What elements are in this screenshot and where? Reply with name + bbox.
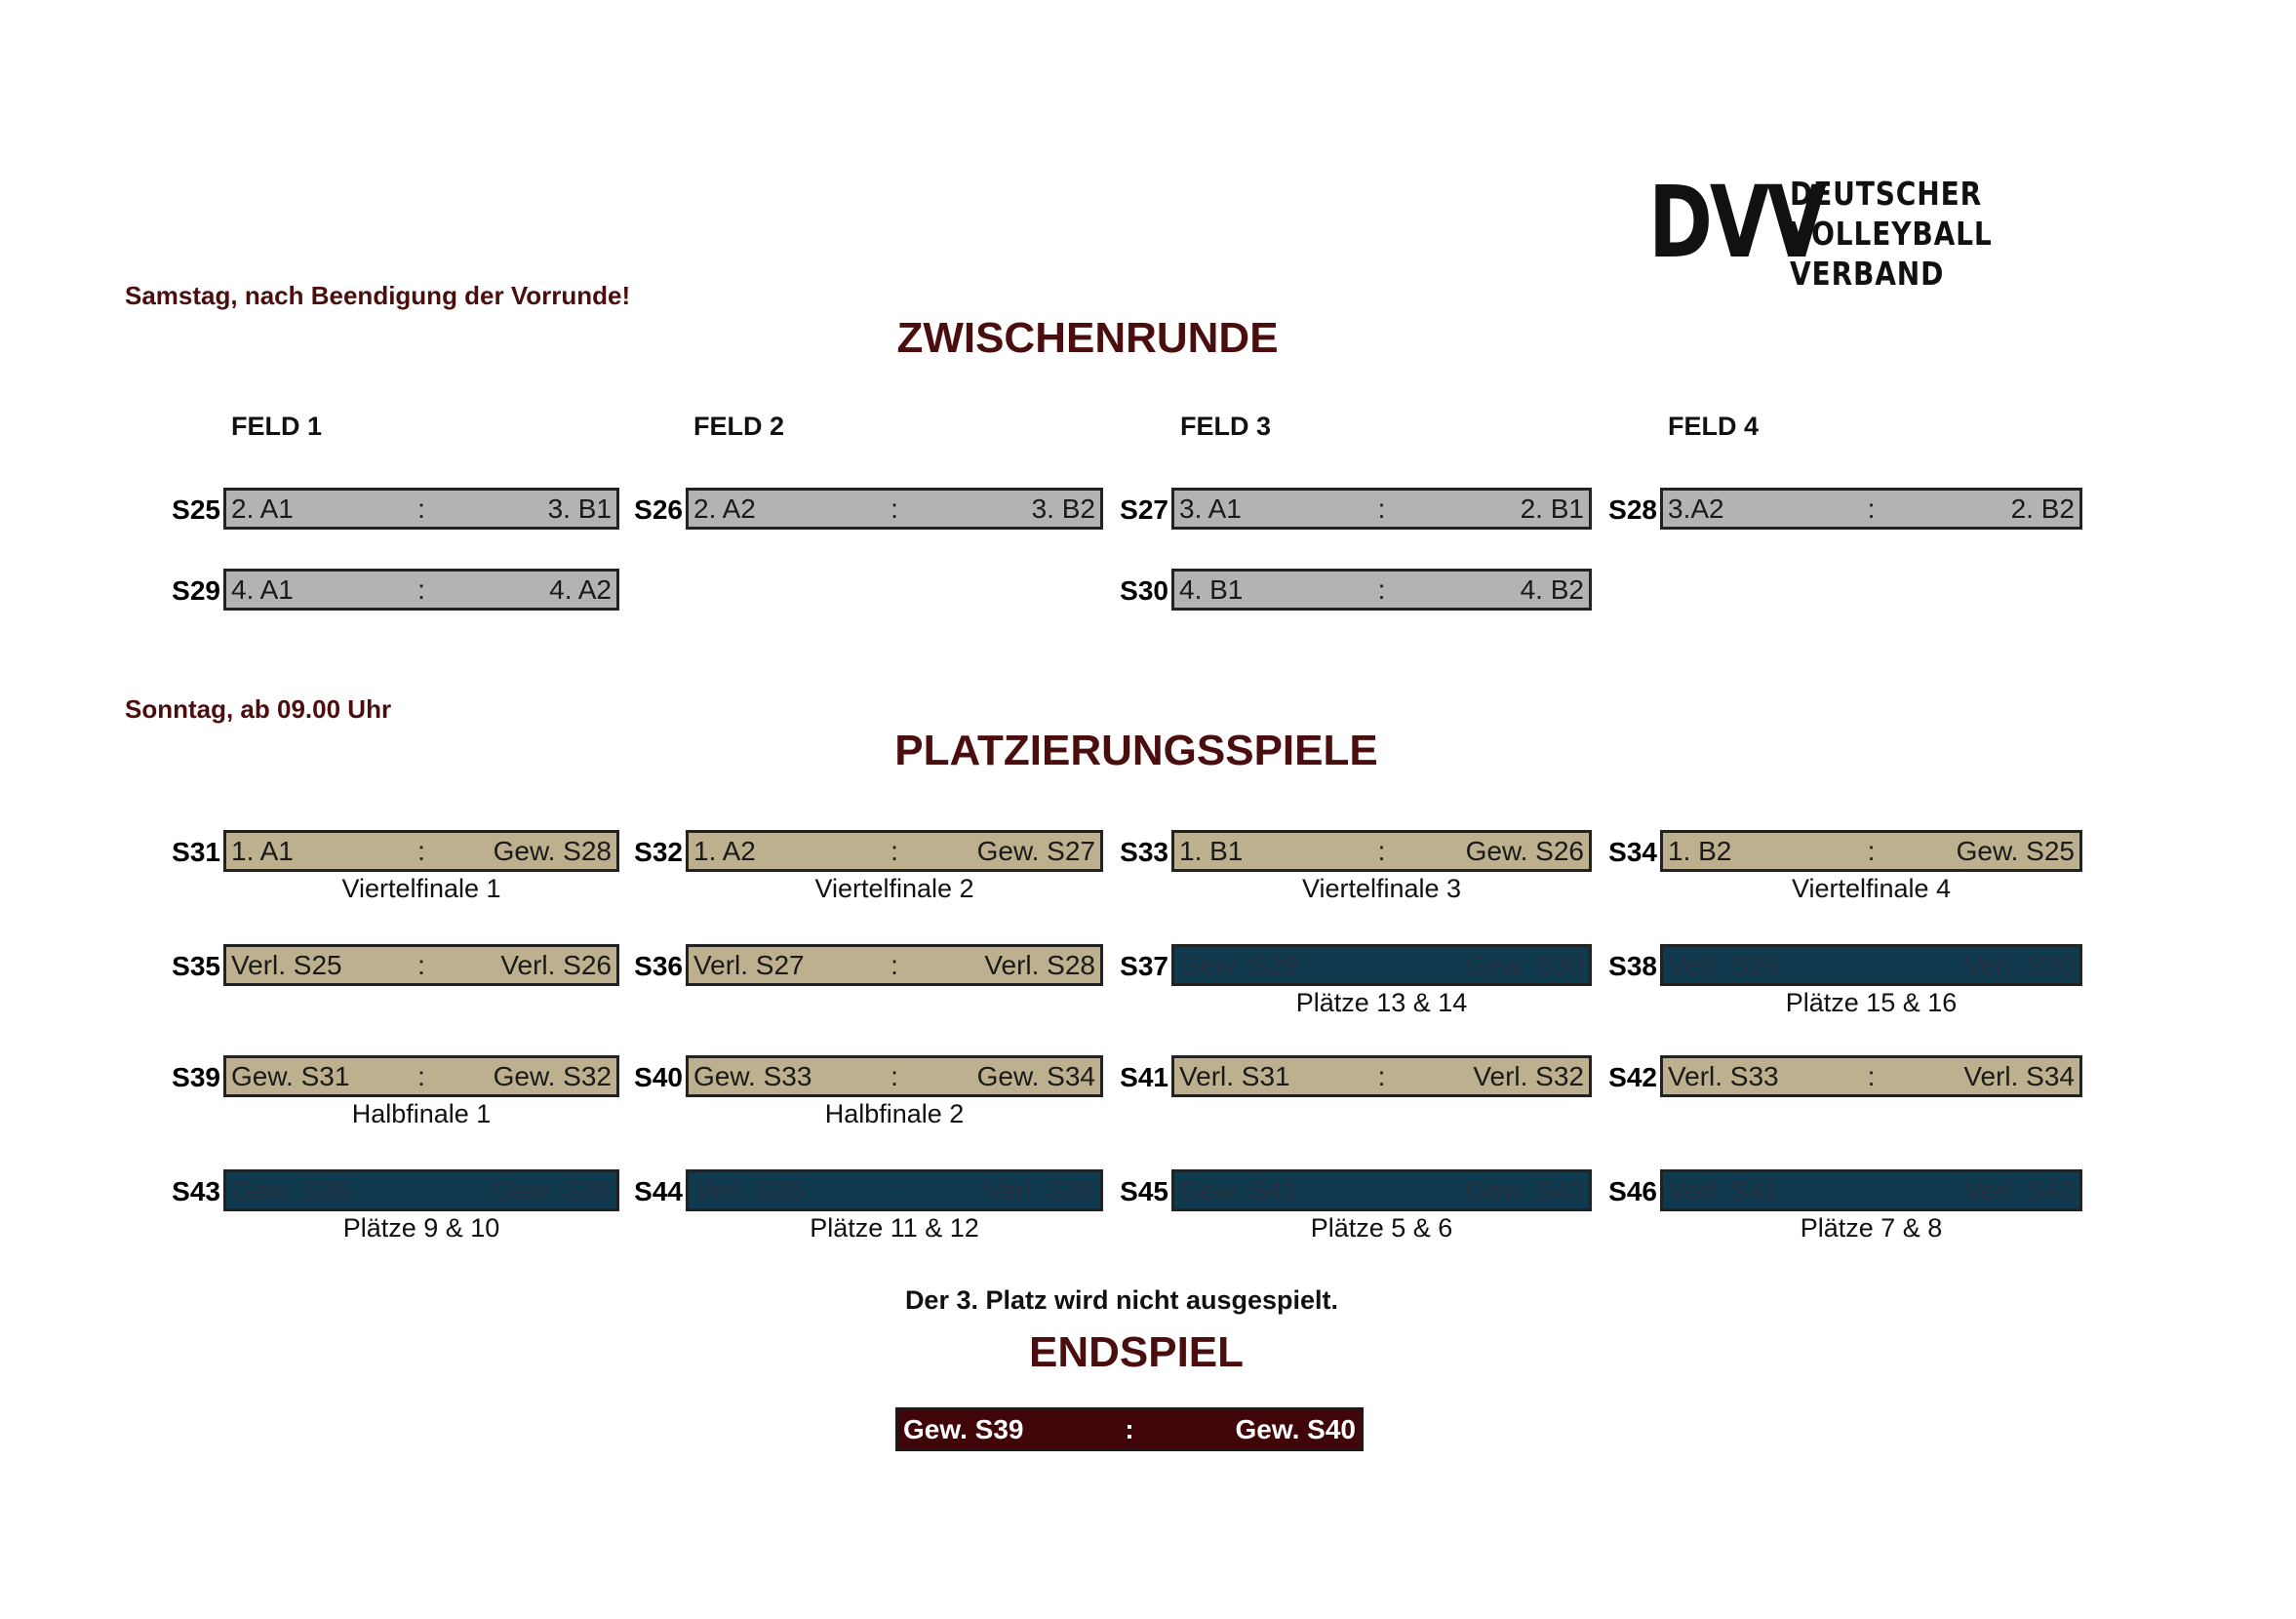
team-right: Verl. S30 — [1963, 949, 2075, 980]
team-left: 2. A2 — [693, 493, 756, 524]
match-code: S26 — [634, 494, 683, 525]
match-box — [1171, 1169, 1592, 1211]
team-left: 4. A1 — [231, 573, 294, 605]
match-box — [1171, 830, 1592, 872]
match-code: S40 — [634, 1062, 683, 1092]
match-box — [1171, 488, 1592, 530]
dvv-logo — [1648, 165, 1993, 293]
team-right: Verl. S34 — [1963, 1060, 2075, 1091]
match-caption: Halbfinale 1 — [351, 1099, 492, 1128]
team-right: 3. B1 — [547, 493, 612, 524]
score-separator: : — [417, 949, 425, 980]
match-code: S32 — [634, 837, 683, 867]
team-left: Gew. S39 — [903, 1413, 1024, 1444]
match-box — [1660, 488, 2082, 530]
score-separator: : — [1867, 835, 1876, 866]
match-caption: Viertelfinale 2 — [814, 874, 974, 903]
score-separator: : — [1867, 1060, 1876, 1091]
logo-line-2: VOLLEYBALL — [1790, 215, 1993, 253]
team-right: Gew. S40 — [1235, 1413, 1356, 1444]
score-separator: : — [417, 1174, 425, 1205]
team-right: 4. A2 — [549, 573, 612, 605]
team-right: Gew. S28 — [493, 835, 612, 866]
match-box — [1660, 1169, 2082, 1211]
score-separator: : — [891, 1174, 898, 1205]
score-separator: : — [1125, 1413, 1134, 1444]
team-right: Gew. S32 — [493, 1060, 612, 1091]
team-left: Gew. S41 — [1179, 1174, 1298, 1205]
final-match-box — [895, 1407, 1364, 1451]
team-left: 3. A1 — [1179, 493, 1242, 524]
team-right: 2. B2 — [2010, 493, 2075, 524]
team-right: Gew. S27 — [976, 835, 1095, 866]
match-box — [223, 569, 619, 611]
match-code: S25 — [172, 494, 220, 525]
team-right: Gew. S26 — [1465, 835, 1584, 866]
score-separator: : — [1377, 949, 1386, 980]
logo-text — [1790, 174, 1993, 294]
team-left: 3.A2 — [1668, 493, 1724, 524]
match-code: S31 — [172, 837, 220, 867]
match-code: S45 — [1120, 1176, 1168, 1206]
match-box — [686, 488, 1103, 530]
match-code: S43 — [172, 1176, 220, 1206]
team-left: Verl. S35 — [693, 1174, 805, 1205]
match-code: S28 — [1608, 494, 1657, 525]
score-separator: : — [1867, 1174, 1876, 1205]
match-caption: Plätze 11 & 12 — [810, 1213, 979, 1243]
match-box — [686, 830, 1103, 872]
match-caption: Plätze 15 & 16 — [1785, 988, 1958, 1017]
score-separator: : — [891, 493, 898, 524]
team-right: 4. B2 — [1520, 573, 1584, 605]
team-left: Gew. S35 — [231, 1174, 350, 1205]
score-separator: : — [417, 1060, 425, 1091]
field-label-4: FELD 4 — [1668, 412, 1760, 441]
field-label-2: FELD 2 — [693, 412, 785, 441]
team-left: Gew. S31 — [231, 1060, 350, 1091]
team-right: Verl. S26 — [500, 949, 612, 980]
match-box — [223, 488, 619, 530]
score-separator: : — [1377, 835, 1386, 866]
match-box — [1660, 830, 2082, 872]
team-left: Verl. S41 — [1668, 1174, 1779, 1205]
logo-line-1: DEUTSCHER — [1790, 175, 1983, 213]
team-right: 2. B1 — [1520, 493, 1584, 524]
team-left: 2. A1 — [231, 493, 294, 524]
match-code: S41 — [1120, 1062, 1168, 1092]
score-separator: : — [891, 1060, 898, 1091]
team-left: 1. A1 — [231, 835, 294, 866]
match-caption: Plätze 5 & 6 — [1310, 1213, 1453, 1243]
team-right: Verl. S42 — [1963, 1174, 2075, 1205]
team-left: Verl. S29 — [1668, 949, 1779, 980]
logo-mark: DVV — [1648, 165, 1824, 281]
score-separator: : — [1377, 493, 1386, 524]
score-separator: : — [1377, 1174, 1386, 1205]
score-separator: : — [1867, 949, 1876, 980]
match-caption: Plätze 7 & 8 — [1800, 1213, 1943, 1243]
match-caption: Viertelfinale 1 — [341, 874, 501, 903]
team-right: Verl. S28 — [984, 949, 1095, 980]
match-box — [223, 830, 619, 872]
team-right: Gew. S42 — [1465, 1174, 1584, 1205]
team-right: 3. B2 — [1031, 493, 1095, 524]
match-caption: Plätze 9 & 10 — [342, 1213, 500, 1243]
zwischenrunde-title: ZWISCHENRUNDE — [896, 314, 1279, 362]
logo-line-3: VERBAND — [1790, 255, 1945, 293]
match-box — [1660, 1055, 2082, 1097]
match-box — [223, 1169, 619, 1211]
score-separator: : — [417, 493, 425, 524]
team-right: Verl. S36 — [984, 1174, 1095, 1205]
match-code: S29 — [172, 575, 220, 606]
match-code: S42 — [1608, 1062, 1657, 1092]
match-code: S27 — [1120, 494, 1168, 525]
score-separator: : — [1377, 1060, 1386, 1091]
team-left: 1. B1 — [1179, 835, 1244, 866]
team-right: Verl. S32 — [1473, 1060, 1584, 1091]
match-code: S35 — [172, 951, 220, 981]
team-left: 1. B2 — [1668, 835, 1732, 866]
match-box — [1660, 944, 2082, 986]
match-code: S46 — [1608, 1176, 1657, 1206]
team-left: 1. A2 — [693, 835, 756, 866]
saturday-note: Samstag, nach Beendigung der Vorrunde! — [125, 281, 631, 310]
match-code: S33 — [1120, 837, 1168, 867]
third-place-note: Der 3. Platz wird nicht ausgespielt. — [904, 1285, 1339, 1315]
score-separator: : — [417, 573, 425, 605]
match-code: S38 — [1608, 951, 1657, 981]
match-code: S39 — [172, 1062, 220, 1092]
team-left: Gew. S33 — [693, 1060, 812, 1091]
platzierung-title: PLATZIERUNGSSPIELE — [894, 727, 1378, 774]
match-caption: Halbfinale 2 — [824, 1099, 965, 1128]
match-code: S36 — [634, 951, 683, 981]
match-box — [686, 944, 1103, 986]
field-label-1: FELD 1 — [231, 412, 323, 441]
match-code: S44 — [634, 1176, 683, 1206]
match-code: S30 — [1120, 575, 1168, 606]
team-left: Verl. S27 — [693, 949, 805, 980]
team-right: Gew. S25 — [1956, 835, 2075, 866]
match-box — [223, 1055, 619, 1097]
match-box — [686, 1169, 1103, 1211]
match-box — [223, 944, 619, 986]
team-left: Verl. S25 — [231, 949, 342, 980]
team-left: Verl. S31 — [1179, 1060, 1290, 1091]
endspiel-title: ENDSPIEL — [1028, 1328, 1245, 1376]
team-right: Gew. S36 — [493, 1174, 612, 1205]
score-separator: : — [891, 949, 898, 980]
sunday-note: Sonntag, ab 09.00 Uhr — [125, 694, 392, 724]
score-separator: : — [1377, 573, 1386, 605]
field-label-3: FELD 3 — [1180, 412, 1272, 441]
team-left: 4. B1 — [1179, 573, 1244, 605]
score-separator: : — [891, 835, 898, 866]
team-right: Gew. S34 — [976, 1060, 1095, 1091]
score-separator: : — [1867, 493, 1876, 524]
match-box — [1171, 1055, 1592, 1097]
match-box — [686, 1055, 1103, 1097]
match-code: S37 — [1120, 951, 1168, 981]
match-box — [1171, 569, 1592, 611]
match-caption: Plätze 13 & 14 — [1295, 988, 1468, 1017]
team-right: Gew. S30 — [1465, 949, 1584, 980]
match-caption: Viertelfinale 3 — [1301, 874, 1462, 903]
match-box — [1171, 944, 1592, 986]
team-left: Gew. S29 — [1179, 949, 1298, 980]
score-separator: : — [417, 835, 425, 866]
team-left: Verl. S33 — [1668, 1060, 1779, 1091]
match-code: S34 — [1608, 837, 1657, 867]
match-caption: Viertelfinale 4 — [1791, 874, 1952, 903]
